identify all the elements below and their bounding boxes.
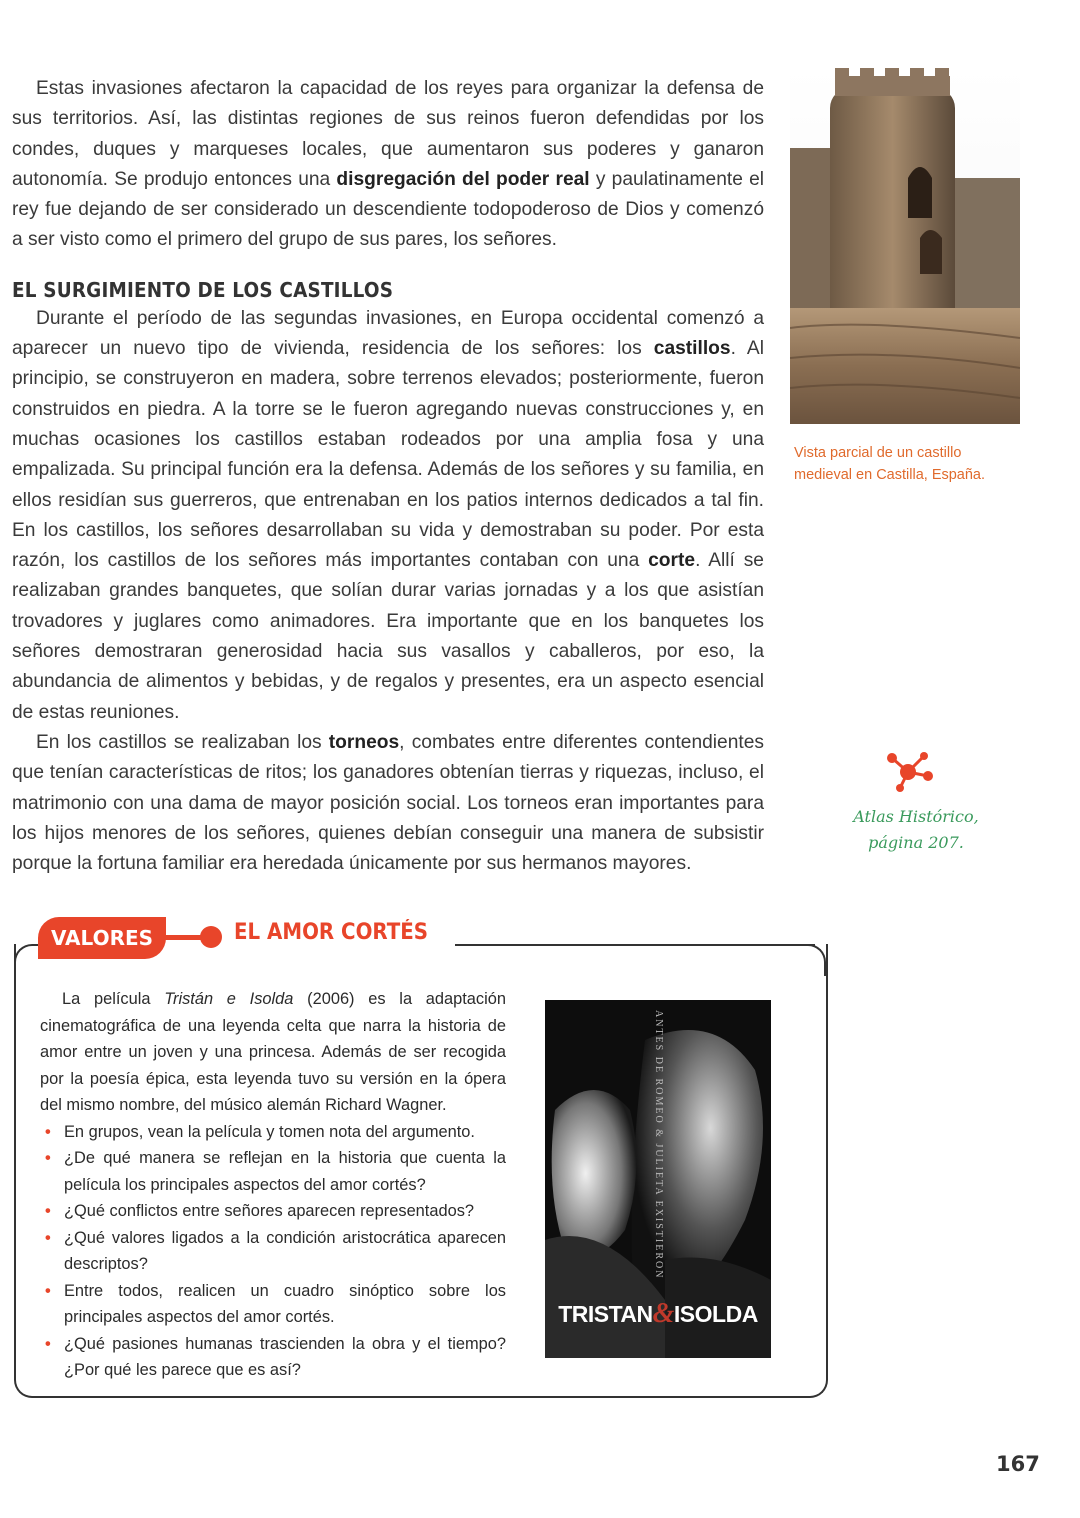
list-item-text: Entre todos, realicen un cuadro sinóptico sobre los principales aspectos del amor cortés. [64,1281,506,1326]
atlas-line-1: Atlas Histórico, [853,807,979,826]
movie-poster [545,1000,771,1358]
bold-term: corte [648,550,696,572]
valores-badge: VALORES [38,917,166,959]
bullet-icon: • [45,1122,51,1141]
list-item [40,1198,506,1225]
main-text-column [12,74,764,879]
bullet-icon: • [45,1149,51,1167]
poster-ampersand: & [652,1298,674,1329]
bullet-icon: • [45,1228,51,1247]
poster-title [545,1298,771,1330]
text-run: y paulatinamente el rey fue dejando de ser considerado un descendiente todopoderoso de Dios y comenzó a ser visto como el primero del grupo de sus pares, los señores. [12,168,765,251]
text-run: Estas invasiones afectaron la capacidad de los reyes para organizar la defensa de sus territorios. Así, las distintas regiones de sus reinos fueron defendidas por los condes, duques y marqueses locales, que aumentaron sus poderes y ganaron autonomía. Se produjo entonces una [12,78,764,190]
valores-title: EL AMOR CORTÉS [234,920,429,945]
valores-intro [40,986,506,1119]
list-item [40,1145,506,1198]
bold-term: disgregación del poder real [336,168,590,190]
bullet-icon: • [45,1202,51,1220]
list-item-text: ¿Qué pasiones humanas trascienden la obra y el tiempo? ¿Por qué les parece que es así? [64,1334,506,1379]
poster-tagline: ANTES DE ROMEO & JULIETA EXISTIERON [653,1010,664,1280]
activity-list [40,1119,506,1384]
section-title: EL SURGIMIENTO DE LOS CASTILLOS [12,277,394,302]
list-item [40,1225,506,1278]
atlas-reference [836,804,996,856]
bullet-icon: • [45,1281,51,1300]
castle-illustration [790,68,1020,424]
list-item-text: En grupos, vean la película y tomen nota del argumento. [64,1122,475,1141]
text-run: . Allí se realizaban grandes banquetes, que solían durar varias jornadas y a los que asistían trovadores y juglares como animadores. Era importante que en los banquetes los señores demostraran generosidad hacia sus vasallos y caballeros, por eso, la abundancia de alimentos y bebidas, y de regalos y presentes, era un aspecto esencial de estas reuniones. [12,550,764,723]
box-corner [794,944,826,976]
list-item [40,1119,506,1146]
list-item [40,1278,506,1331]
text-run: Durante el período de las segundas invasiones, en Europa occidental comenzó a aparecer un nuevo tipo de vivienda, residencia de los señores: los [12,307,764,360]
box-top-rule [455,944,815,946]
text-run: , combates entre diferentes contendientes que tenían características de ritos; los ganadores obtenían tierras y riquezas, incluso, el matrimonio con una dama de mayor posición social. Los torneos eran importantes para los hijos menores de los señores, quienes debían conseguir una manera de subsistir porque la fortuna familiar era heredada únicamente por sus hermanos mayores. [12,731,764,875]
bold-term: castillos [653,338,731,360]
atlas-line-2: página 207. [868,833,964,852]
paragraph-torneos [12,728,764,879]
photo-caption: Vista parcial de un castillo medieval en Castilla, España. [794,445,986,483]
list-item [40,1331,506,1384]
text-run: En los castillos se realizaban los [36,731,329,753]
poster-title-left: TRISTAN [558,1301,653,1327]
list-item-text: ¿De qué manera se reflejan en la historia que cuenta la película los principales aspectos del amor cortés? [64,1149,506,1194]
bold-term: torneos [328,731,400,753]
castle-photo [790,68,1020,424]
paragraph-castillos [12,304,764,728]
molecule-icon [880,750,936,794]
paragraph-invasiones [12,74,764,256]
film-title: Tristán e Isolda [164,990,294,1008]
poster-title-right: ISOLDA [673,1301,758,1327]
bullet-icon: • [45,1334,51,1353]
list-item-text: ¿Qué conflictos entre señores aparecen representados? [64,1202,475,1220]
text-run: (2006) es la adaptación cinematográfica de una leyenda celta que narra la historia de amor entre un joven y una princesa. Además de ser recogida por la poesía épica, esta leyenda tuvo su versión en la ópera del mismo nombre, del músico alemán Richard Wagner. [40,990,506,1114]
text-run: La película [62,990,165,1008]
text-run: . Al principio, se construyeron en madera, sobre terrenos elevados; posteriormente, fueron construidos en piedra. A la torre se le fueron agregando nuevas construcciones y, en muchas ocasiones los castillos estaban rodeados por una amplia fosa y una empalizada. Su principal función era la defensa. Además de los señores y su familia, en ellos residían sus guerreros, que entrenaban en los patios internos dedicados a tal fin. En los castillos, los señores desarrollaban su vida y demostraban su poder. Por esta razón, los castillos de los señores más importantes contaban con una [12,338,764,572]
badge-dot [200,926,222,948]
valores-text [40,986,506,1384]
page-number: 167 [996,1452,1040,1476]
list-item-text: ¿Qué valores ligados a la condición aristocrática aparecen descriptos? [64,1228,506,1273]
